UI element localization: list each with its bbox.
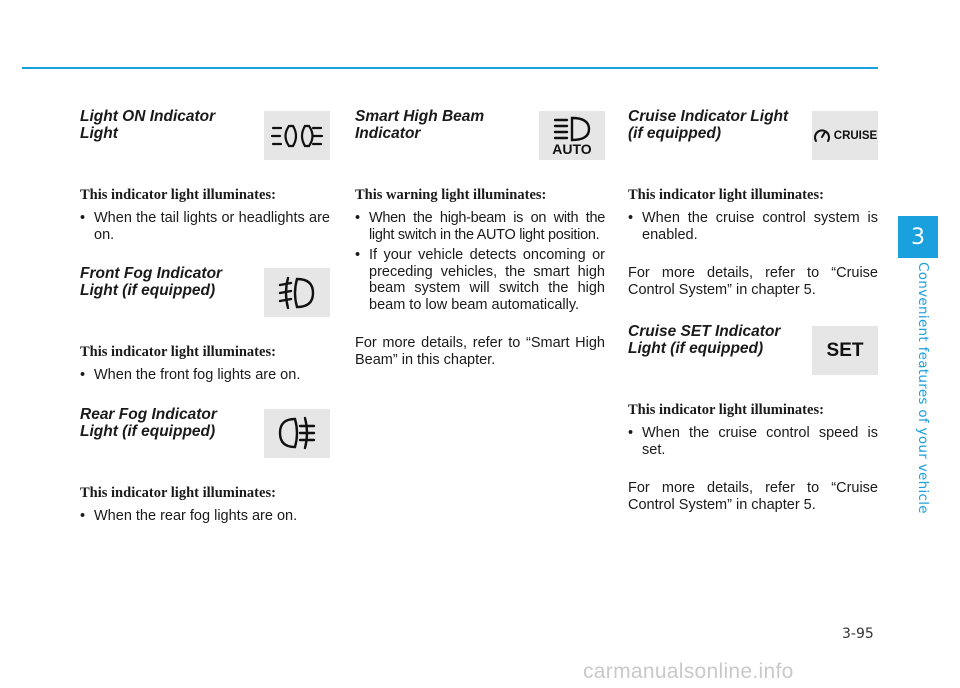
- cruise-section: [628, 108, 878, 298]
- reference-text: For more details, refer to “Smart High Beam” in this chapter.: [355, 335, 605, 368]
- bullet-item: • When the front fog lights are on.: [80, 367, 330, 384]
- icon-label: AUTO: [552, 140, 592, 157]
- lead-text: This warning light illuminates:: [355, 187, 547, 203]
- smart-high-beam-section: [355, 108, 605, 368]
- lead-text: This indicator light illuminates:: [628, 187, 824, 203]
- section-title: Cruise Indicator Light (if equipped): [628, 108, 789, 142]
- column-3: [628, 108, 878, 513]
- bullet-item: • When the high-beam is on with the light switch in the AUTO light position.: [355, 210, 605, 243]
- icon-label: CRUISE: [833, 129, 878, 142]
- icon-label: SET: [826, 339, 864, 361]
- section-title: Front Fog Indicator Light (if equipped): [80, 265, 223, 299]
- bullet-item: • If your vehicle detects oncoming or preceding vehicles, the smart high beam system will switch the high beam to low beam automatically.: [355, 247, 605, 313]
- section-title: Smart High Beam Indicator: [355, 108, 485, 142]
- smart-high-beam-icon: [539, 111, 605, 160]
- section-title: Cruise SET Indicator Light (if equipped): [628, 323, 781, 357]
- column-1: [80, 108, 330, 528]
- section-title: Light ON Indicator Light: [80, 108, 216, 142]
- front-fog-icon: [264, 268, 330, 317]
- lead-text: This indicator light illuminates:: [80, 484, 276, 501]
- cruise-icon: [812, 111, 878, 160]
- column-2: [355, 108, 605, 368]
- light-on-icon: [264, 111, 330, 160]
- lead-text: This indicator light illuminates:: [628, 402, 824, 418]
- lead-text: This indicator light illuminates:: [80, 344, 276, 360]
- rear-fog-section: [80, 406, 330, 525]
- cruise-set-icon: [812, 326, 878, 375]
- page-number: 3-95: [842, 626, 874, 642]
- reference-text: For more details, refer to “Cruise Control System” in chapter 5.: [628, 265, 878, 298]
- section-title: Rear Fog Indicator Light (if equipped): [80, 405, 217, 440]
- reference-text: For more details, refer to “Cruise Control System” in chapter 5.: [628, 480, 878, 513]
- lead-text: This indicator light illuminates:: [80, 187, 276, 203]
- watermark: carmanualsonline.info: [583, 660, 794, 683]
- light-on-section: [80, 108, 330, 243]
- rear-fog-icon: [264, 409, 330, 458]
- bullet-item: • When the tail lights or headlights are on.: [80, 210, 330, 243]
- chapter-tab: 3: [898, 216, 938, 258]
- chapter-title: Convenient features of your vehicle: [915, 262, 931, 514]
- bullet-item: • When the rear fog lights are on.: [80, 508, 330, 525]
- bullet-item: • When the cruise control speed is set.: [628, 425, 878, 458]
- bullet-item: • When the cruise control system is enabled.: [628, 210, 878, 243]
- top-rule: [22, 67, 878, 69]
- front-fog-section: [80, 265, 330, 384]
- cruise-set-section: [628, 323, 878, 513]
